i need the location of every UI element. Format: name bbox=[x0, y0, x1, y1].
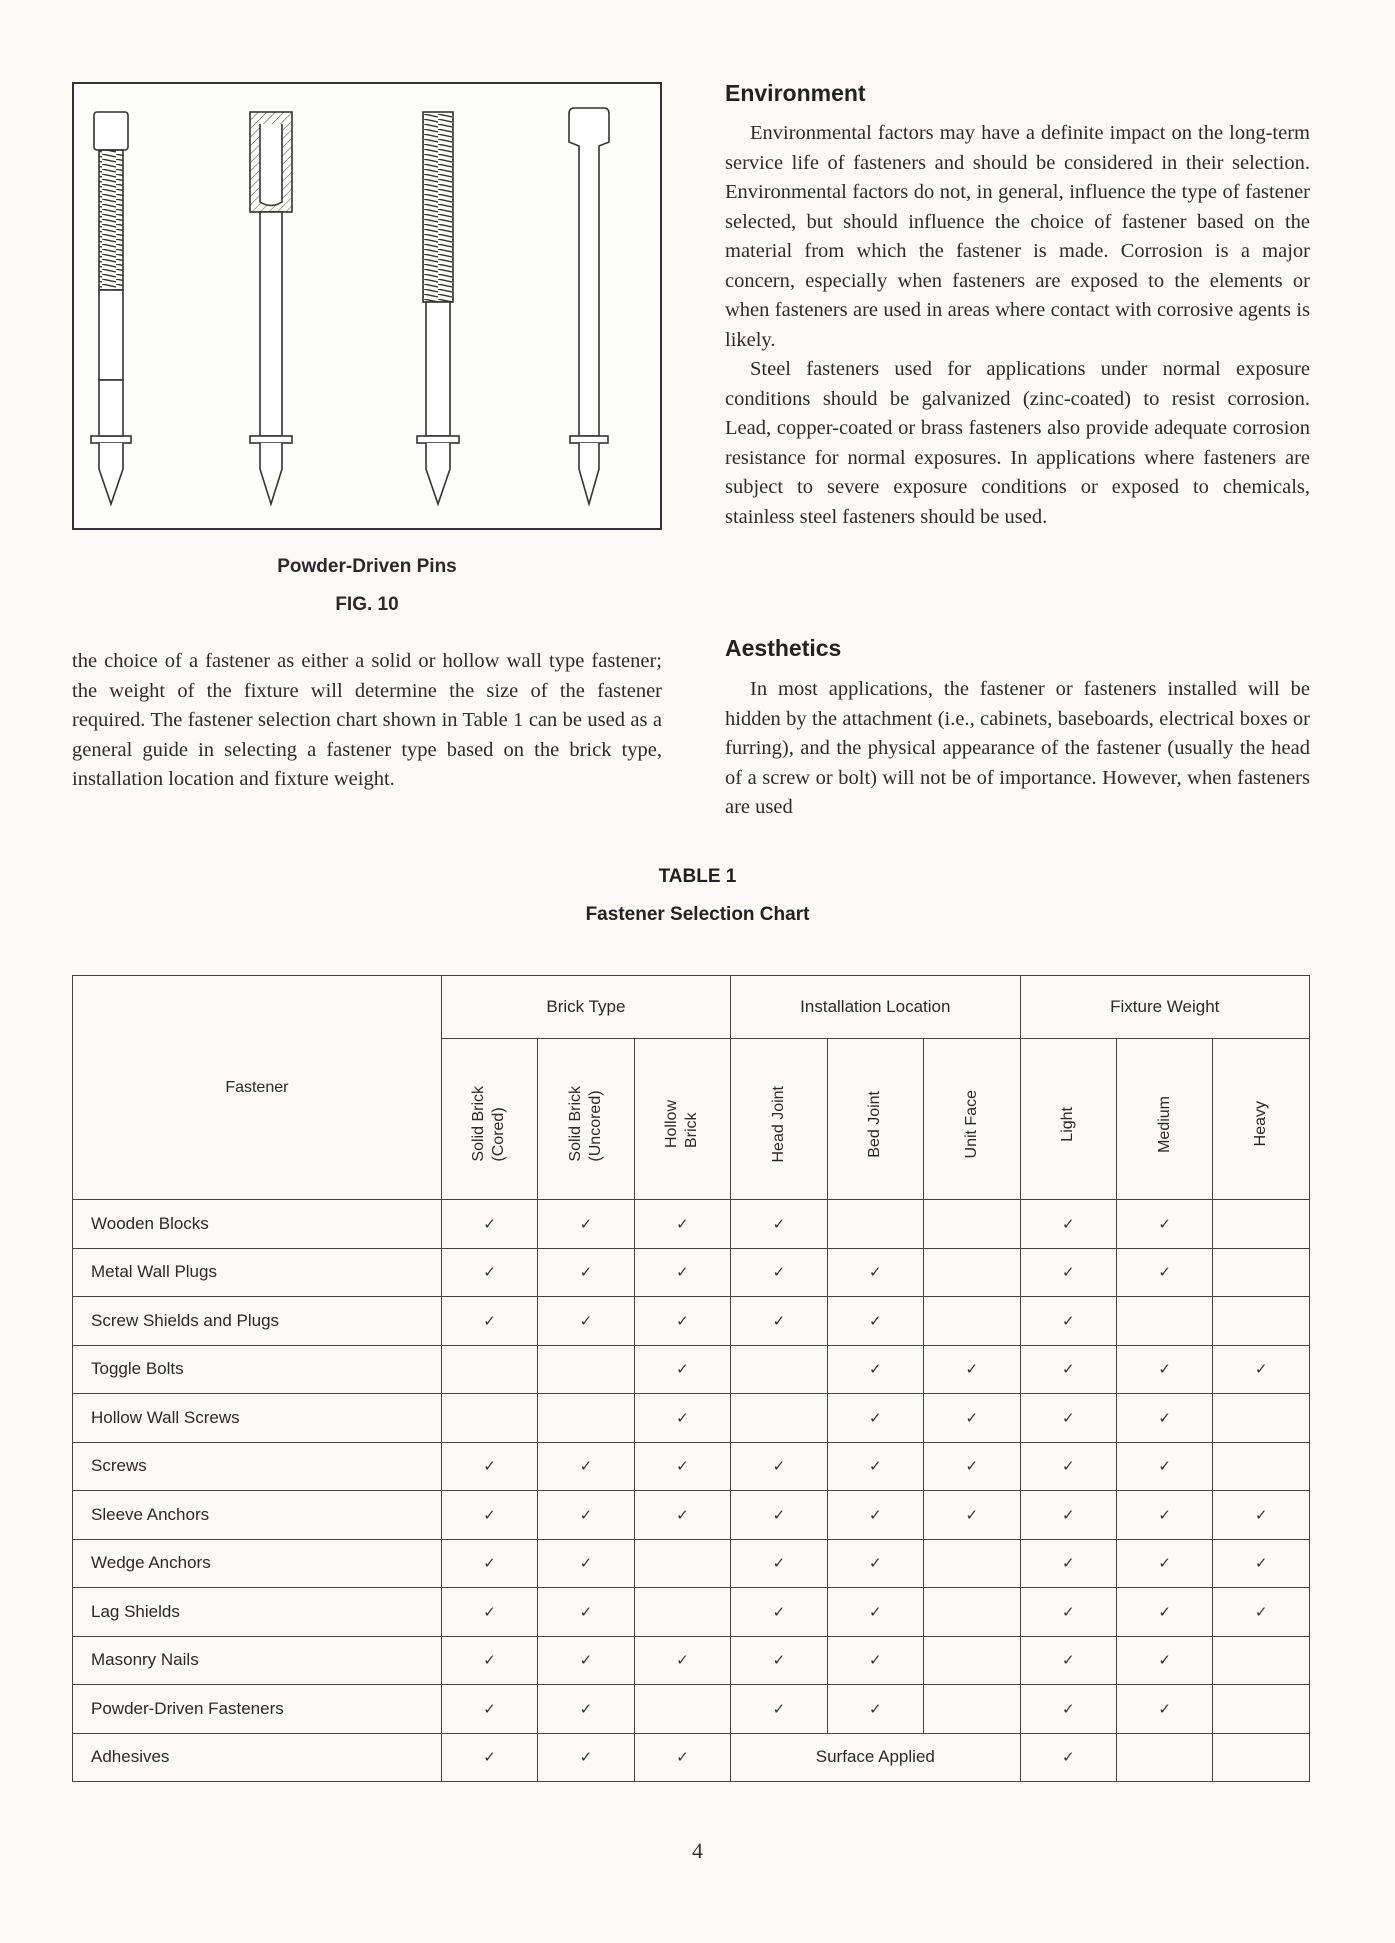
empty-cell bbox=[924, 1588, 1020, 1637]
figure-caption: Powder-Driven Pins bbox=[277, 556, 457, 577]
fastener-name: Toggle Bolts bbox=[73, 1345, 442, 1394]
check-mark-icon: ✓ bbox=[634, 1345, 730, 1394]
check-mark-icon: ✓ bbox=[441, 1248, 537, 1297]
check-mark-icon: ✓ bbox=[731, 1588, 827, 1637]
column-header: Unit Face bbox=[924, 1039, 1020, 1200]
check-mark-icon: ✓ bbox=[827, 1442, 923, 1491]
empty-cell bbox=[634, 1685, 730, 1734]
fastener-name: Lag Shields bbox=[73, 1588, 442, 1637]
check-mark-icon: ✓ bbox=[634, 1394, 730, 1443]
page-number: 4 bbox=[692, 1838, 703, 1863]
check-mark-icon: ✓ bbox=[1020, 1636, 1116, 1685]
check-mark-icon: ✓ bbox=[441, 1491, 537, 1540]
check-mark-icon: ✓ bbox=[538, 1491, 634, 1540]
surface-applied-cell: Surface Applied bbox=[731, 1733, 1020, 1782]
fastener-selection-chart bbox=[72, 975, 1310, 1782]
check-mark-icon: ✓ bbox=[731, 1248, 827, 1297]
check-mark-icon: ✓ bbox=[1213, 1491, 1310, 1540]
empty-cell bbox=[538, 1394, 634, 1443]
empty-cell bbox=[731, 1394, 827, 1443]
empty-cell bbox=[1213, 1394, 1310, 1443]
table-row bbox=[73, 1491, 1310, 1540]
left-column-text bbox=[72, 647, 662, 795]
check-mark-icon: ✓ bbox=[1213, 1588, 1310, 1637]
check-mark-icon: ✓ bbox=[538, 1248, 634, 1297]
fastener-name: Wooden Blocks bbox=[73, 1200, 442, 1249]
check-mark-icon: ✓ bbox=[538, 1685, 634, 1734]
empty-cell bbox=[1116, 1297, 1212, 1346]
check-mark-icon: ✓ bbox=[1116, 1394, 1212, 1443]
check-mark-icon: ✓ bbox=[1116, 1491, 1212, 1540]
check-mark-icon: ✓ bbox=[634, 1200, 730, 1249]
column-header: Medium bbox=[1116, 1039, 1212, 1200]
check-mark-icon: ✓ bbox=[1020, 1539, 1116, 1588]
figure-powder-driven-pins bbox=[72, 82, 662, 530]
column-header: Bed Joint bbox=[827, 1039, 923, 1200]
check-mark-icon: ✓ bbox=[731, 1685, 827, 1734]
check-mark-icon: ✓ bbox=[441, 1685, 537, 1734]
check-mark-icon: ✓ bbox=[731, 1442, 827, 1491]
empty-cell bbox=[1213, 1248, 1310, 1297]
check-mark-icon: ✓ bbox=[1116, 1588, 1212, 1637]
table-title: Fastener Selection Chart bbox=[585, 904, 810, 925]
table-row bbox=[73, 1297, 1310, 1346]
check-mark-icon: ✓ bbox=[538, 1297, 634, 1346]
check-mark-icon: ✓ bbox=[1213, 1539, 1310, 1588]
table-row bbox=[73, 1588, 1310, 1637]
check-mark-icon: ✓ bbox=[924, 1345, 1020, 1394]
check-mark-icon: ✓ bbox=[441, 1442, 537, 1491]
table-number: TABLE 1 bbox=[658, 866, 737, 887]
column-header: Solid Brick (Uncored) bbox=[538, 1039, 634, 1200]
chart-body bbox=[73, 1200, 1310, 1782]
check-mark-icon: ✓ bbox=[634, 1297, 730, 1346]
empty-cell bbox=[924, 1685, 1020, 1734]
empty-cell bbox=[1213, 1636, 1310, 1685]
fastener-column-header: Fastener bbox=[73, 976, 442, 1200]
check-mark-icon: ✓ bbox=[634, 1491, 730, 1540]
environment-heading: Environment bbox=[725, 80, 866, 106]
check-mark-icon: ✓ bbox=[441, 1297, 537, 1346]
empty-cell bbox=[1213, 1442, 1310, 1491]
check-mark-icon: ✓ bbox=[731, 1200, 827, 1249]
empty-cell bbox=[441, 1345, 537, 1394]
empty-cell bbox=[827, 1200, 923, 1249]
check-mark-icon: ✓ bbox=[1116, 1539, 1212, 1588]
check-mark-icon: ✓ bbox=[1020, 1491, 1116, 1540]
check-mark-icon: ✓ bbox=[1020, 1733, 1116, 1782]
check-mark-icon: ✓ bbox=[924, 1442, 1020, 1491]
fastener-name: Metal Wall Plugs bbox=[73, 1248, 442, 1297]
pin-3 bbox=[417, 112, 459, 504]
column-header: Solid Brick (Cored) bbox=[441, 1039, 537, 1200]
group-header-installation-location: Installation Location bbox=[731, 976, 1020, 1039]
check-mark-icon: ✓ bbox=[731, 1491, 827, 1540]
column-header: Light bbox=[1020, 1039, 1116, 1200]
column-header: Heavy bbox=[1213, 1039, 1310, 1200]
check-mark-icon: ✓ bbox=[441, 1636, 537, 1685]
empty-cell bbox=[1213, 1200, 1310, 1249]
empty-cell bbox=[924, 1636, 1020, 1685]
check-mark-icon: ✓ bbox=[827, 1394, 923, 1443]
empty-cell bbox=[924, 1248, 1020, 1297]
pin-1 bbox=[91, 112, 131, 504]
table-row bbox=[73, 1394, 1310, 1443]
left-paragraph: the choice of a fastener as either a solid or hollow wall type fastener; the weight of the fixture will determine the size of the fastener required. The fastener selection chart shown in Table 1 can be used as a general guide in selecting a fastener type based on the brick type, installation location and fixture weight. bbox=[72, 650, 662, 790]
fastener-name: Screw Shields and Plugs bbox=[73, 1297, 442, 1346]
empty-cell bbox=[1213, 1297, 1310, 1346]
fastener-name: Sleeve Anchors bbox=[73, 1491, 442, 1540]
check-mark-icon: ✓ bbox=[827, 1685, 923, 1734]
empty-cell bbox=[924, 1297, 1020, 1346]
check-mark-icon: ✓ bbox=[1116, 1200, 1212, 1249]
table-row bbox=[73, 1200, 1310, 1249]
check-mark-icon: ✓ bbox=[1116, 1345, 1212, 1394]
empty-cell bbox=[924, 1539, 1020, 1588]
check-mark-icon: ✓ bbox=[441, 1200, 537, 1249]
empty-cell bbox=[1213, 1733, 1310, 1782]
check-mark-icon: ✓ bbox=[731, 1297, 827, 1346]
empty-cell bbox=[634, 1588, 730, 1637]
check-mark-icon: ✓ bbox=[1116, 1636, 1212, 1685]
check-mark-icon: ✓ bbox=[1020, 1200, 1116, 1249]
environment-paragraph-1: Environmental factors may have a definite impact on the long-term service life of fasteners and should be considered in their selection. Environmental factors do not, in general, influence the type of fastener selected, but should influence the choice of fastener based on the material from which the fastener is made. Corrosion is a major concern, especially when fasteners are exposed to the elements or when fasteners are used in areas where contact with corrosive agents is likely. bbox=[725, 122, 1310, 351]
table-row bbox=[73, 1345, 1310, 1394]
check-mark-icon: ✓ bbox=[634, 1442, 730, 1491]
aesthetics-text bbox=[725, 675, 1310, 823]
check-mark-icon: ✓ bbox=[731, 1539, 827, 1588]
check-mark-icon: ✓ bbox=[827, 1539, 923, 1588]
empty-cell bbox=[924, 1200, 1020, 1249]
fastener-name: Hollow Wall Screws bbox=[73, 1394, 442, 1443]
fastener-name: Powder-Driven Fasteners bbox=[73, 1685, 442, 1734]
empty-cell bbox=[731, 1345, 827, 1394]
check-mark-icon: ✓ bbox=[1116, 1248, 1212, 1297]
check-mark-icon: ✓ bbox=[634, 1636, 730, 1685]
pin-4 bbox=[569, 108, 609, 504]
check-mark-icon: ✓ bbox=[538, 1442, 634, 1491]
check-mark-icon: ✓ bbox=[538, 1539, 634, 1588]
table-row bbox=[73, 1685, 1310, 1734]
check-mark-icon: ✓ bbox=[827, 1248, 923, 1297]
check-mark-icon: ✓ bbox=[1020, 1345, 1116, 1394]
check-mark-icon: ✓ bbox=[827, 1636, 923, 1685]
table-row bbox=[73, 1636, 1310, 1685]
fastener-name: Screws bbox=[73, 1442, 442, 1491]
check-mark-icon: ✓ bbox=[1020, 1394, 1116, 1443]
check-mark-icon: ✓ bbox=[538, 1588, 634, 1637]
table-row bbox=[73, 1442, 1310, 1491]
column-header: Head Joint bbox=[731, 1039, 827, 1200]
empty-cell bbox=[441, 1394, 537, 1443]
check-mark-icon: ✓ bbox=[1116, 1442, 1212, 1491]
column-header: Hollow Brick bbox=[634, 1039, 730, 1200]
table-row bbox=[73, 1733, 1310, 1782]
check-mark-icon: ✓ bbox=[1116, 1685, 1212, 1734]
figure-label: FIG. 10 bbox=[335, 594, 399, 615]
pin-2 bbox=[250, 112, 292, 504]
check-mark-icon: ✓ bbox=[924, 1491, 1020, 1540]
table-row bbox=[73, 1539, 1310, 1588]
table-row bbox=[73, 1248, 1310, 1297]
group-header-brick-type: Brick Type bbox=[441, 976, 730, 1039]
check-mark-icon: ✓ bbox=[827, 1588, 923, 1637]
check-mark-icon: ✓ bbox=[441, 1733, 537, 1782]
check-mark-icon: ✓ bbox=[441, 1539, 537, 1588]
check-mark-icon: ✓ bbox=[1020, 1297, 1116, 1346]
check-mark-icon: ✓ bbox=[1020, 1588, 1116, 1637]
check-mark-icon: ✓ bbox=[827, 1491, 923, 1540]
aesthetics-heading: Aesthetics bbox=[725, 635, 842, 661]
check-mark-icon: ✓ bbox=[827, 1297, 923, 1346]
fastener-name: Wedge Anchors bbox=[73, 1539, 442, 1588]
check-mark-icon: ✓ bbox=[634, 1733, 730, 1782]
empty-cell bbox=[1116, 1733, 1212, 1782]
check-mark-icon: ✓ bbox=[538, 1636, 634, 1685]
check-mark-icon: ✓ bbox=[731, 1636, 827, 1685]
fastener-name: Masonry Nails bbox=[73, 1636, 442, 1685]
aesthetics-paragraph: In most applications, the fastener or fasteners installed will be hidden by the attachment (i.e., cabinets, baseboards, electrical boxes or furring), and the physical appearance of the fastener (usually the head of a screw or bolt) will not be of importance. However, when fasteners are used bbox=[725, 678, 1310, 818]
environment-paragraph-2: Steel fasteners used for applications under normal exposure conditions should be galvanized (zinc-coated) to resist corrosion. Lead, copper-coated or brass fasteners also provide adequate corrosion resistance for normal exposures. In applications where fasteners are subject to severe exposure conditions or exposed to chemicals, stainless steel fasteners should be used. bbox=[725, 358, 1310, 528]
check-mark-icon: ✓ bbox=[441, 1588, 537, 1637]
empty-cell bbox=[538, 1345, 634, 1394]
empty-cell bbox=[634, 1539, 730, 1588]
group-header-fixture-weight: Fixture Weight bbox=[1020, 976, 1310, 1039]
check-mark-icon: ✓ bbox=[827, 1345, 923, 1394]
check-mark-icon: ✓ bbox=[1020, 1442, 1116, 1491]
fastener-name: Adhesives bbox=[73, 1733, 442, 1782]
check-mark-icon: ✓ bbox=[538, 1200, 634, 1249]
empty-cell bbox=[1213, 1685, 1310, 1734]
check-mark-icon: ✓ bbox=[1020, 1248, 1116, 1297]
pins-illustration bbox=[74, 84, 660, 528]
check-mark-icon: ✓ bbox=[538, 1733, 634, 1782]
check-mark-icon: ✓ bbox=[634, 1248, 730, 1297]
environment-text bbox=[725, 119, 1310, 532]
check-mark-icon: ✓ bbox=[1020, 1685, 1116, 1734]
check-mark-icon: ✓ bbox=[1213, 1345, 1310, 1394]
check-mark-icon: ✓ bbox=[924, 1394, 1020, 1443]
